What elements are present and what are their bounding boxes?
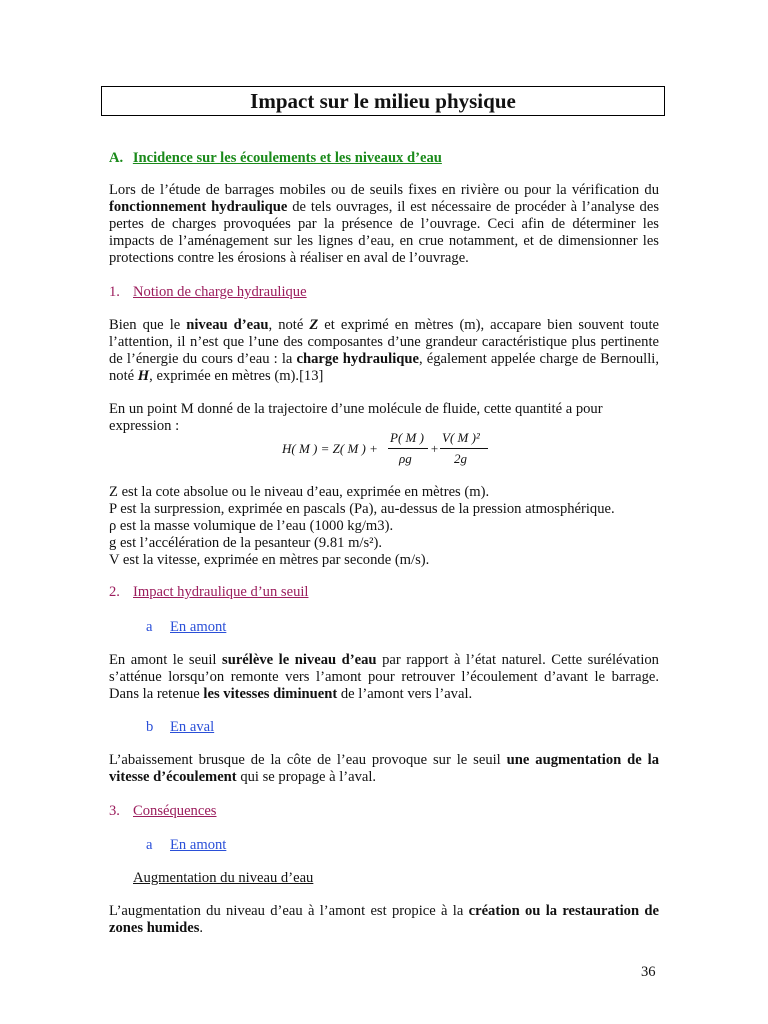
section-a-number: A. [109, 150, 124, 166]
fraction-bar [440, 448, 488, 449]
text-run: . [199, 920, 204, 936]
text-run: Bien que le [109, 317, 187, 333]
subheading-label: Augmentation du niveau d’eau [133, 870, 314, 886]
bold-run: création ou la restauration de zones humides [109, 903, 659, 936]
text-run: L’augmentation du niveau d’eau à l’amont est propice à la [109, 903, 469, 919]
paragraph-amont [109, 652, 659, 703]
paragraph-expression: En un point M donné de la trajectoire d’une molécule de fluide, cette quantité a pour expression : [109, 401, 603, 434]
heading-1-number: 1. [109, 284, 120, 300]
formula-lhs: H( M ) = Z( M ) + [282, 441, 378, 456]
paragraph-aval [109, 752, 659, 786]
formula-num-1: P( M ) [390, 430, 424, 445]
text-run: qui se propage à l’aval. [236, 769, 377, 785]
paragraph-charge [109, 317, 659, 385]
bold-run: les vitesses diminuent [203, 686, 338, 702]
heading-3-label: Conséquences [133, 803, 217, 819]
formula-plus: + [430, 441, 439, 456]
definition-z: Z est la cote absolue ou le niveau d’eau, exprimée en mètres (m). [109, 484, 490, 500]
text-run: , noté [268, 317, 310, 333]
page-number: 36 [641, 964, 656, 980]
definition-v: V est la vitesse, exprimée en mètres par seconde (m/s). [109, 552, 430, 568]
paragraph-zones-humides [109, 903, 659, 937]
bold-run: surélève le niveau d’eau [222, 652, 377, 668]
heading-3-number: 3. [109, 803, 120, 819]
bold-italic-run: H [137, 368, 150, 384]
formula-den-2: 2g [454, 451, 467, 466]
text-run: L’abaissement brusque de la côte de l’eau provoque sur le seuil [109, 752, 507, 768]
bold-run: une augmentation de la vitesse d’écoulement [109, 752, 660, 785]
text-run: , également appelée charge de Bernoulli, noté [109, 351, 659, 384]
heading-2b-letter: b [146, 719, 154, 735]
formula-num-2: V( M )² [442, 430, 480, 445]
text-run: Lors de l’étude de barrages mobiles ou de seuils fixes en rivière ou pour la vérification du [109, 182, 659, 198]
heading-2-number: 2. [109, 584, 120, 600]
text-run: de l’amont vers l’aval. [337, 686, 473, 702]
section-a-heading [109, 150, 442, 167]
bold-run: fonctionnement hydraulique [109, 199, 288, 215]
fraction-bar [388, 448, 428, 449]
bold-italic-run: Z [309, 317, 319, 333]
page-title: Impact sur le milieu physique [101, 86, 665, 116]
paragraph-intro [109, 182, 659, 267]
text-run: et exprimé en mètres (m), accapare bien souvent toute l’attention, il n’est que l’une des composantes d’une grandeur caractéristique plus pertinente de l’énergie du cours d’eau : la [109, 317, 659, 367]
heading-1-label: Notion de charge hydraulique [133, 284, 307, 300]
heading-2-label: Impact hydraulique d’un seuil [133, 584, 309, 600]
text-run: par rapport à l’état naturel. Cette surélévation s’atténue lorsqu’on remonte vers l’amont pour retrouver l’écoulement d’avant le barrage. Dans la retenue [109, 652, 659, 702]
heading-2b-label: En aval [170, 719, 215, 735]
heading-3a-letter: a [146, 837, 153, 853]
heading-2a-letter: a [146, 619, 153, 635]
definition-p: P est la surpression, exprimée en pascals (Pa), au-dessus de la pression atmosphérique. [109, 501, 615, 517]
bold-run: charge hydraulique [296, 351, 419, 367]
bernoulli-formula [282, 428, 502, 470]
definition-list [109, 484, 659, 569]
text-run: de tels ouvrages, il est nécessaire de procéder à l’analyse des pertes de charges provoquées par la présence de l’ouvrage. Ceci afin de déterminer les impacts de l’aménagement sur les lignes d’eau, en crue notamment, et de dimensionner les protections contre les érosions à réaliser en aval de l’ouvrage. [109, 199, 659, 266]
text-run: , exprimée en mètres (m).[13] [149, 368, 324, 384]
heading-2a-label: En amont [170, 619, 227, 635]
section-a-label: Incidence sur les écoulements et les niveaux d’eau [132, 150, 442, 166]
formula-den-1: ρg [399, 451, 412, 466]
text-run: En amont le seuil [109, 652, 223, 668]
definition-rho: ρ est la masse volumique de l’eau (1000 kg/m3). [109, 518, 394, 534]
definition-g: g est l’accélération de la pesanteur (9.81 m/s²). [109, 535, 383, 551]
bold-run: niveau d’eau [186, 317, 269, 333]
heading-3a-label: En amont [170, 837, 227, 853]
